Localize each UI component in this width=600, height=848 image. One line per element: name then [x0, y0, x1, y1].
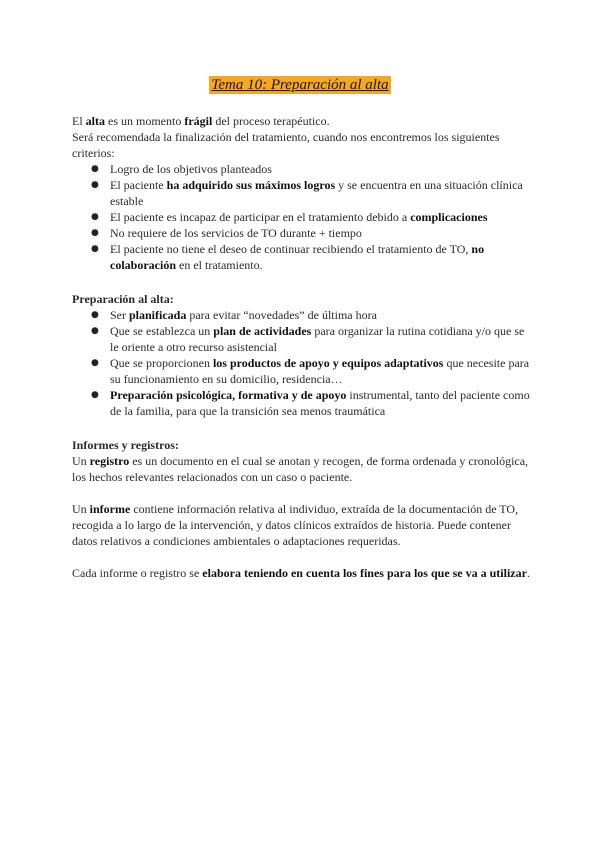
registro-paragraph [72, 453, 530, 485]
bold-term: elabora teniendo en cuenta los fines para los que se va a utilizar [202, 566, 527, 580]
bold-term-fragil: frágil [184, 114, 213, 128]
text-run: es un documento en el cual se anotan y recogen, de forma ordenada y cronológica, los hechos relevantes relacionados con un caso o paciente. [72, 454, 529, 484]
text-run: Que se establezca un [110, 324, 214, 338]
text-run: del proceso terapéutico. [212, 114, 330, 128]
closing-paragraph [72, 565, 530, 581]
page-title: Tema 10: Preparación al alta [211, 77, 389, 93]
bold-term: plan de actividades [213, 324, 312, 338]
bold-term: no colaboración [110, 242, 485, 272]
bold-term: planificada [129, 308, 187, 322]
text-run: instrumental, tanto del paciente como de la familia, para que la transición sea menos traumática [110, 388, 530, 418]
list-item [110, 161, 530, 177]
bold-term: los productos de apoyo y equipos adaptativos [212, 356, 444, 370]
list-item [110, 225, 530, 241]
bold-term: registro [89, 454, 130, 468]
text-run: y se encuentra en una situación clínica estable [110, 178, 523, 208]
bold-term: complicaciones [410, 210, 488, 224]
list-item [110, 209, 530, 225]
text-run: . [526, 566, 530, 580]
bold-term: informe [89, 502, 131, 516]
list-item [110, 387, 530, 419]
text-run: Logro de los objetivos planteados [110, 162, 272, 176]
bold-term: ha adquirido sus máximos logros [166, 178, 336, 192]
bold-term: Preparación psicológica, formativa y de apoyo [110, 388, 347, 402]
text-run: El paciente es incapaz de participar en el tratamiento debido a [110, 210, 411, 224]
text-run: No requiere de los servicios de TO durante + tiempo [110, 226, 362, 240]
section-heading-informes: Informes y registros: [72, 438, 179, 452]
text-run: Ser [110, 308, 129, 322]
text-run: en el tratamiento. [176, 258, 263, 272]
text-run: Cada informe o registro se [72, 566, 203, 580]
list-item [110, 307, 530, 323]
intro-paragraph [72, 113, 530, 129]
text-run: Que se proporcionen [110, 356, 213, 370]
criteria-intro: Será recomendada la finalización del tratamiento, cuando nos encontremos los siguientes criterios: [72, 130, 500, 160]
spacer [72, 549, 530, 565]
text-run: El [72, 114, 86, 128]
document-body [72, 113, 530, 581]
text-run: es un momento [105, 114, 185, 128]
text-run: para organizar la rutina cotidiana y/o que se le oriente a otro recurso asistencial [110, 324, 525, 354]
list-item [110, 177, 530, 209]
list-item [110, 241, 530, 273]
text-run: para evitar “novedades” de última hora [186, 308, 377, 322]
text-run: Un [72, 454, 90, 468]
criteria-list [72, 161, 530, 273]
section-heading-preparacion: Preparación al alta: [72, 292, 174, 306]
text-run: que necesite para su funcionamiento en su domicilio, residencia… [110, 356, 530, 386]
text-run: El paciente no tiene el deseo de continuar recibiendo el tratamiento de TO, [110, 242, 472, 256]
informe-paragraph [72, 501, 530, 549]
text-run: El paciente [110, 178, 167, 192]
preparation-list [72, 307, 530, 419]
spacer [72, 485, 530, 501]
spacer [72, 273, 530, 291]
title-wrap [0, 76, 600, 94]
spacer [72, 419, 530, 437]
text-run: Un [72, 502, 90, 516]
bold-term-alta: alta [85, 114, 106, 128]
list-item [110, 323, 530, 355]
text-run: contiene información relativa al individuo, extraída de la documentación de TO, recogida a lo largo de la intervención, y datos clínicos extraídos de historia. Puede contener datos relativos a condiciones ambientales o adaptaciones requeridas. [72, 502, 519, 548]
list-item [110, 355, 530, 387]
